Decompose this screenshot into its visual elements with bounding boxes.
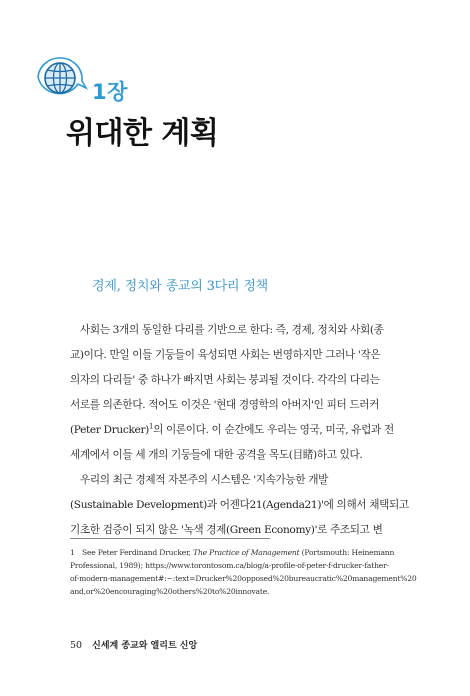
text-line	[70, 418, 402, 443]
text-line: 의자의 다리들' 중 하나가 빠지면 사회는 붕괴될 것이다. 각각의 다리는	[70, 374, 380, 386]
chapter-label: 1장	[92, 80, 128, 104]
text-line: (Sustainable Development)과 어젠다21(Agenda21)'에 의해서 채택되고	[70, 499, 409, 511]
text-line: 세계에서 이들 세 개의 기둥들에 대한 공격을 목도(目睹)하고 있다.	[70, 449, 363, 461]
chapter-title: 위대한 계획	[66, 116, 219, 151]
page-number: 50	[70, 640, 83, 651]
globe-icon	[30, 53, 90, 103]
text-segment: See Peter Ferdinand Drucker,	[82, 548, 194, 557]
footnote-divider	[70, 538, 270, 539]
text-segment: (Portsmouth: Heinemann	[299, 548, 395, 557]
book-title-italic: The Practice of Management	[193, 548, 300, 557]
book-title: 신세계 종교와 엘리트 신앙	[92, 641, 198, 651]
footnote-number: 1	[70, 548, 75, 557]
footnote	[70, 546, 417, 598]
section-heading: 경제, 정치와 종교의 3다리 정책	[92, 279, 269, 294]
footnote-line: Professional, 1989); https://www.torontosom.ca/blog/a-profile-of-peter-f-drucker-father-	[70, 561, 389, 570]
text-line: 서로를 의존한다. 적어도 이것은 '현대 경영학의 아버지'인 피터 드러커	[70, 399, 380, 411]
text-line: 기초한 검증이 되지 않은 '녹색 경제(Green Economy)'로 주조되고 변	[70, 524, 383, 536]
text-segment: 의 이론이다. 이 순간에도 우리는 영국, 미국, 유럽과 전	[153, 424, 394, 436]
footnote-line: and,or%20encouraging%20others%20to%20innovate.	[70, 587, 270, 596]
footnote-line: of-modern-management#:~:text=Drucker%20opposed%20bureaucratic%20management%20	[70, 574, 417, 583]
body-text	[70, 318, 409, 543]
footnote-line	[70, 546, 406, 559]
text-line: 교)이다. 만일 이들 기둥들이 육성되면 사회는 번영하지만 그러나 '작은	[70, 349, 381, 361]
footnote-reference: 1	[148, 422, 154, 431]
text-segment: (Peter Drucker)	[70, 424, 149, 436]
text-line: 우리의 최근 경제적 자본주의 시스템은 '지속가능한 개발	[80, 474, 328, 486]
text-line: 사회는 3개의 동일한 다리를 기반으로 한다: 즉, 경제, 정치와 사회(종	[80, 324, 384, 336]
running-footer	[70, 638, 197, 651]
paragraph	[70, 318, 402, 468]
paragraph	[70, 468, 409, 543]
